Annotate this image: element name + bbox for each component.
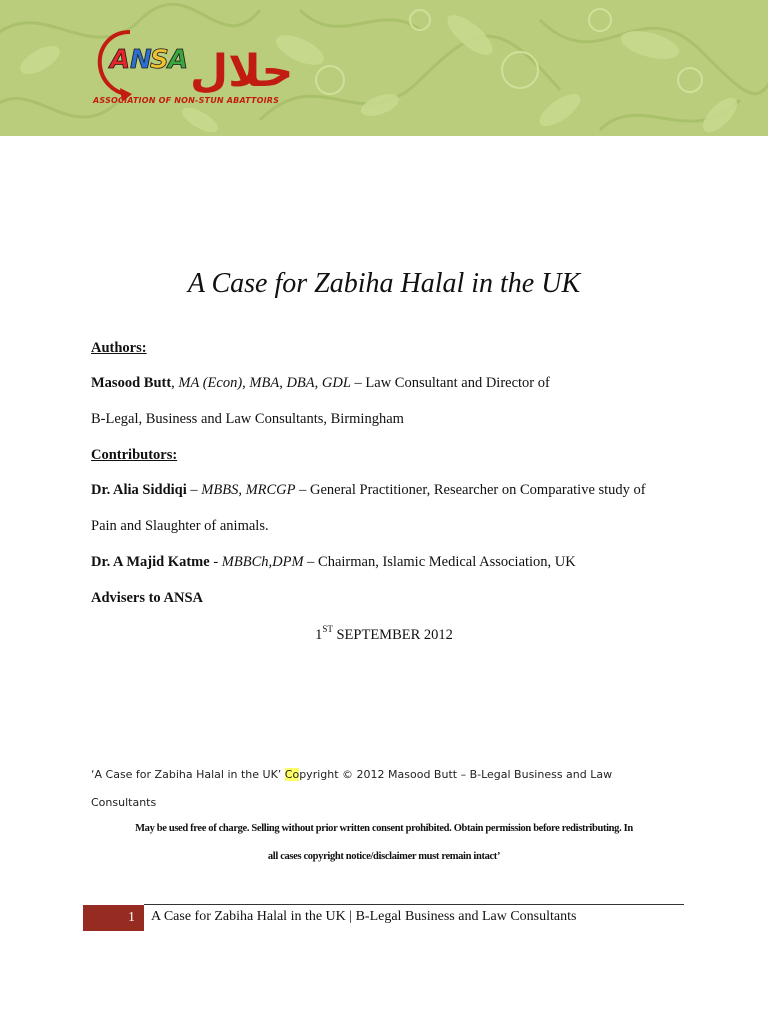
svg-text:N: N — [130, 45, 152, 75]
logo-tagline: ASSOCIATION OF NON-STUN ABATTOIRS — [93, 96, 280, 105]
contributor-1-qualifications: MBBS, MRCGP — [201, 482, 296, 498]
contributor-2-qualifications: MBBCh,DPM — [221, 554, 304, 570]
advisers-line: Advisers to ANSA — [91, 590, 203, 606]
author-separator: , — [171, 375, 179, 391]
author-qualifications: MA (Econ), MBA, DBA, GDL — [178, 375, 351, 391]
document-date — [0, 624, 768, 644]
author-line — [91, 375, 550, 392]
usage-notice-line-1: May be used free of charge. Selling without prior written consent prohibited. Obtain permission before redistributing. In — [135, 823, 633, 834]
contributor-line-2 — [91, 554, 576, 571]
footer-text: A Case for Zabiha Halal in the UK | B-Legal Business and Law Consultants — [151, 909, 577, 924]
page-number-box: 1 — [83, 905, 144, 931]
copyright-part2: pyright © 2012 Masood Butt – B-Legal Business and Law — [299, 768, 613, 781]
date-day: 1 — [315, 627, 323, 643]
copyright-line — [91, 768, 612, 781]
contributor-line-1 — [91, 482, 646, 499]
svg-text:S: S — [150, 45, 169, 75]
copyright-highlight: Co — [284, 768, 300, 781]
contributor-1-role: – General Practitioner, Researcher on Comparative study of — [295, 482, 646, 498]
contributor-1-role-continued: Pain and Slaughter of animals. — [91, 518, 269, 534]
author-role-continued: B-Legal, Business and Law Consultants, Birmingham — [91, 411, 404, 427]
author-role: – Law Consultant and Director of — [350, 375, 550, 391]
document-title: A Case for Zabiha Halal in the UK — [187, 268, 581, 299]
copyright-part1: ‘A Case for Zabiha Halal in the UK’ — [91, 768, 285, 781]
authors-heading: Authors: — [91, 340, 147, 356]
date-suffix: ST — [322, 624, 333, 634]
contributors-heading: Contributors: — [91, 447, 178, 463]
author-name: Masood Butt — [91, 375, 172, 391]
copyright-line-continued: Consultants — [91, 796, 157, 809]
header-banner — [0, 0, 768, 136]
contributor-2-separator: - — [209, 554, 222, 570]
svg-text:A: A — [110, 45, 131, 75]
footer-rule — [144, 904, 684, 905]
date-rest: SEPTEMBER 2012 — [332, 627, 453, 643]
svg-text:A: A — [168, 45, 189, 75]
svg-text:حلال: حلال — [190, 46, 294, 97]
contributor-1-separator: – — [186, 482, 202, 498]
contributor-2-role: – Chairman, Islamic Medical Association, UK — [303, 554, 576, 570]
usage-notice-line-2: all cases copyright notice/disclaimer must remain intact’ — [267, 851, 501, 862]
contributor-2-name: Dr. A Majid Katme — [91, 554, 210, 570]
contributor-1-name: Dr. Alia Siddiqi — [91, 482, 187, 498]
